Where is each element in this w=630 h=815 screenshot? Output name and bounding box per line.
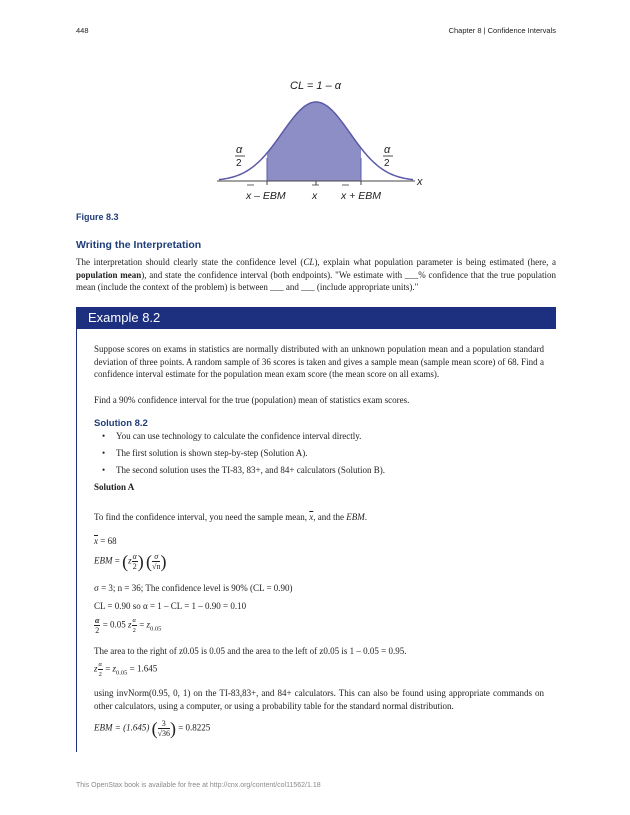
normal-curve-figure: [205, 72, 435, 212]
bullet-item: • You can use technology to calculate the confidence interval directly.: [94, 430, 544, 442]
page-number: 448: [76, 26, 89, 35]
chapter-header: Chapter 8 | Confidence Intervals: [448, 26, 556, 35]
left-two: 2: [236, 158, 242, 169]
area-line: The area to the right of z0.05 is 0.05 and the area to the left of z0.05 is 1 – 0.05 = 0.95.: [94, 646, 407, 656]
tick-label-right: x + EBM: [341, 190, 381, 202]
solution-title: Solution 8.2: [94, 418, 148, 429]
alpha-half-line: $\frac{\alpha}{2}$ = 0.05 z $\frac{\alpha}{2}$ = $z_{0.05}$: [95, 616, 162, 635]
xbar-equation: $\overline{x} = 68$: [94, 536, 117, 546]
interpretation-paragraph: The interpretation should clearly state the confidence level (CL), explain what population parameter is being estimated (here, a population mean), and state the confidence interval (both endpoints). "We estimate with ___% confidence that the true population mean (include the context of the problem) is between ___ and ___ (include appropriate units).": [76, 257, 556, 292]
shaded-region: [267, 102, 361, 181]
example-left-rule: [76, 329, 77, 752]
cl-label: CL = 1 – α: [290, 80, 342, 92]
right-alpha: α: [384, 144, 391, 156]
tick-label-left: x – EBM: [246, 190, 286, 202]
axis-x-label: x: [417, 176, 423, 188]
page-footer: This OpenStax book is available for free at http://cnx.org/content/col11562/1.18: [76, 782, 321, 789]
example-question: Find a 90% confidence interval for the true (population) mean of statistics exam scores.: [94, 395, 410, 405]
section-title: Writing the Interpretation: [76, 239, 202, 251]
find-ci-text: To find the confidence interval, you need the sample mean, $\overline{x}$, and the EBM.: [94, 512, 368, 522]
sigma-n-line: σ = 3; n = 36; The confidence level is 90% (CL = 0.90): [94, 583, 293, 593]
example-title-bar: Example 8.2: [76, 307, 556, 329]
z-value-line: z $\frac{\alpha}{2}$ = $z_{0.05} = 1.645$: [94, 661, 158, 678]
ebm-calculation: EBM = (1.645) ( $\frac{3}{√36}$ ) = 0.8225: [94, 718, 211, 739]
left-alpha: α: [236, 144, 243, 156]
bullet-item: • The first solution is shown step-by-step (Solution A).: [94, 447, 544, 459]
example-problem-text: Suppose scores on exams in statistics are normally distributed with an unknown population mean and a population standard deviation of three points. A random sample of 36 scores is taken and gives a sample mean (sample mean score) of 68. Find a confidence interval estimate for the population mean exam score (the mean score on all exams).: [94, 344, 544, 379]
solution-bullets: [94, 430, 544, 481]
right-two: 2: [384, 158, 390, 169]
bullet-item: • The second solution uses the TI-83, 83+, and 84+ calculators (Solution B).: [94, 464, 544, 476]
cl-alpha-line: CL = 0.90 so α = 1 – CL = 1 – 0.90 = 0.10: [94, 601, 247, 611]
figure-caption: Figure 8.3: [76, 212, 119, 222]
invnorm-paragraph: using invNorm(0.95, 0, 1) on the TI-83,83+, and 84+ calculators. This can also be found using appropriate commands on other calculators, using a computer, or using a probability table for the standard normal distribution.: [94, 688, 544, 711]
ebm-formula: EBM = (z $\frac{\alpha}{2}$ ) ( $\frac{\sigma}{√n}$ ): [94, 551, 167, 572]
tick-label-mid: x: [312, 190, 318, 202]
solution-a-heading: Solution A: [94, 482, 135, 492]
